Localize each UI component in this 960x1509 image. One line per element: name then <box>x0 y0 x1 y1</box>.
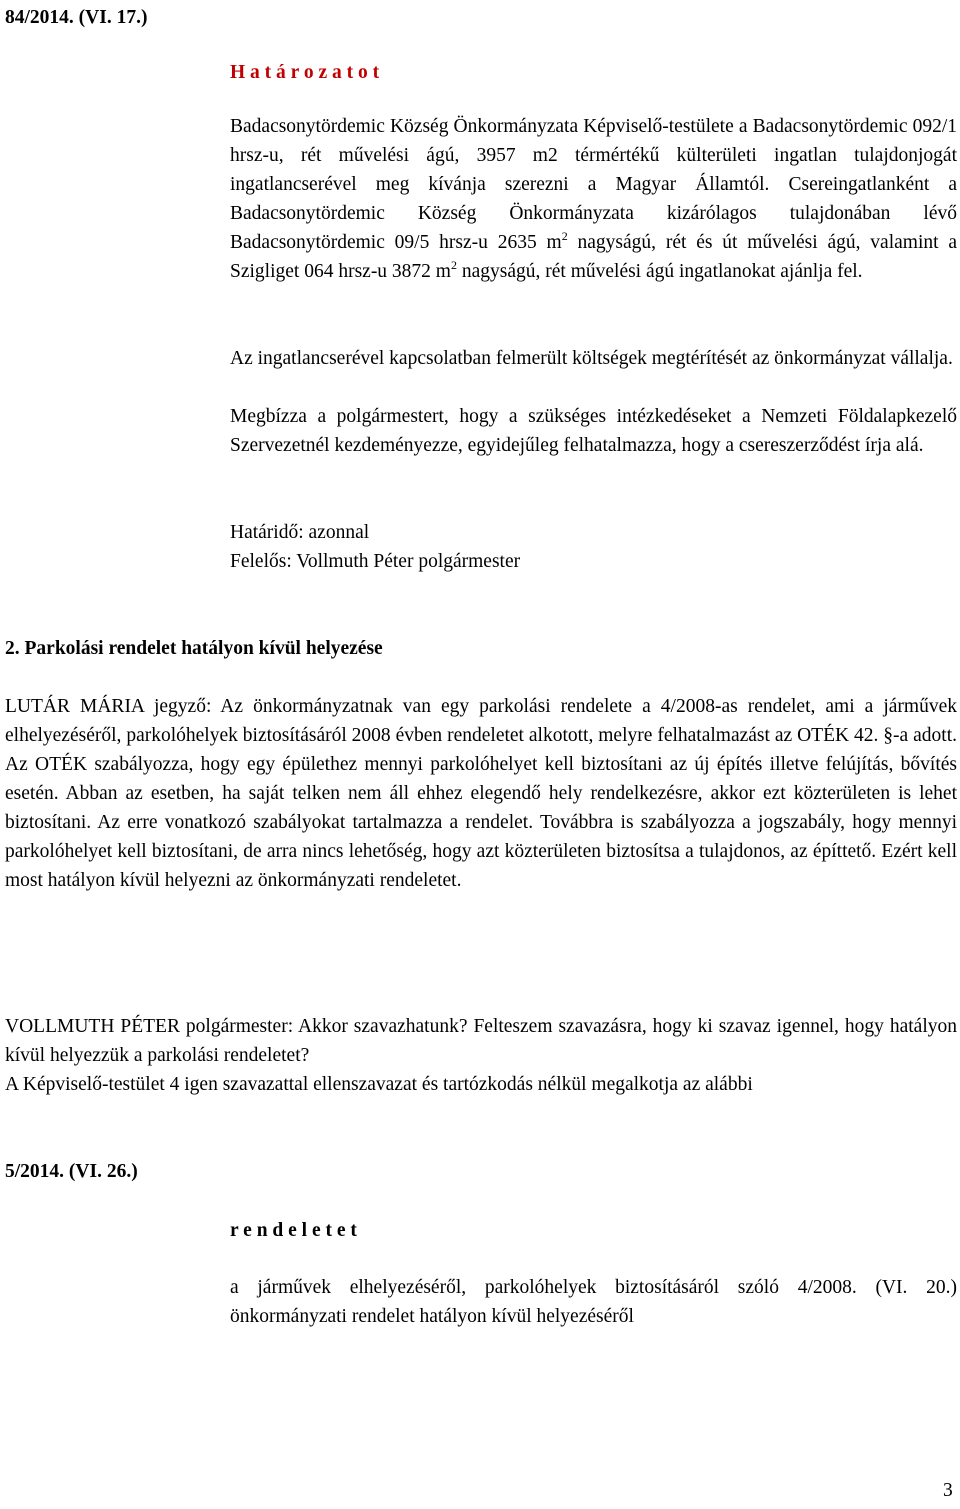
ordinance-title: r e n d e l e t e t <box>230 1220 357 1241</box>
decision-reference: 84/2014. (VI. 17.) <box>5 7 148 28</box>
section-title: Parkolási rendelet hatályon kívül helyezése <box>24 638 383 659</box>
responsible-person: Felelős: Vollmuth Péter polgármester <box>230 551 521 572</box>
decision-paragraph-1-part-a: Badacsonytördemic Község Önkormányzata Képviselő-testülete a Badacsonytördemic 092/1 hrsz-u, rét művelési ágú, 3957 m2 térmértékű külterületi ingatlan tulajdonjogát ingatlancserével meg kívánja szerezni a Magyar Államtól. Csereingatlanként a Badacsonytördemic Község Önkormányzata kizárólagos tulajdonában lévő Badacsonytördemic 09/5 hrsz-u 2635 m <box>230 116 957 253</box>
speech-notary <box>5 692 957 895</box>
superscript-square: 2 <box>450 258 457 272</box>
ordinance-description: a járművek elhelyezéséről, parkolóhelyek biztosításáról szóló 4/2008. (VI. 20.) önkormányzati rendelet hatályon kívül helyezéséről <box>230 1277 957 1327</box>
decision-paragraph-2: Az ingatlancserével kapcsolatban felmerült költségek megtérítését az önkormányzat vállalja. <box>230 348 953 369</box>
section-heading <box>5 634 383 663</box>
speech-mayor-text: Akkor szavazhatunk? Felteszem szavazásra, hogy ki szavaz igennel, hogy hatályon kívül helyezzük a parkolási rendeletet? <box>5 1016 957 1066</box>
decision-paragraph-1-part-b: nagyságú, rét és út művelési ágú, valamint a Szigliget 064 hrsz-u 3872 m <box>230 232 957 282</box>
deadline: Határidő: azonnal <box>230 522 370 543</box>
superscript-square: 2 <box>561 229 568 243</box>
speech-notary-text: Az önkormányzatnak van egy parkolási rendelete a 4/2008-as rendelet, ami a járművek elhelyezéséről, parkolóhelyek biztosításáról 2008 évben rendeletet alkotott, melyre felhatalmazást az OTÉK 42. §-a adott. Az OTÉK szabályozza, hogy egy épülethez mennyi parkolóhelyet kell biztosítani az új építés illetve felújítás, bővítés esetén. Abban az esetben, ha saját telken nem áll ehhez elegendő hely rendelkezésre, akkor ezt közterületen is lehet biztosítani. Az erre vonatkozó szabályokat tartalmazza a rendelet. Továbbra is szabályozza a jogszabály, hogy mennyi parkolóhelyet kell biztosítani, de arra nincs lehetőség, hogy azt közterületen biztosítsa a tulajdonos, az építtető. Ezért kell most hatályon kívül helyezni az önkormányzati rendeletet. <box>5 696 957 891</box>
decision-paragraph-3: Megbízza a polgármestert, hogy a szükséges intézkedéseket a Nemzeti Földalapkezelő Szervezetnél kezdeményezze, egyidejűleg felhatalmazza, hogy a csereszerződést írja alá. <box>230 406 957 456</box>
decision-paragraph-1 <box>230 112 957 286</box>
decision-title: H a t á r o z a t o t <box>230 62 380 83</box>
ordinance-reference: 5/2014. (VI. 26.) <box>5 1161 138 1182</box>
vote-result: A Képviselő-testület 4 igen szavazattal ellenszavazat és tartózkodás nélkül megalkotja az alábbi <box>5 1074 753 1095</box>
speaker-notary: LUTÁR MÁRIA jegyző: <box>5 696 212 717</box>
section-number: 2. <box>5 638 20 659</box>
speech-mayor <box>5 1012 957 1070</box>
speaker-mayor: VOLLMUTH PÉTER polgármester: <box>5 1016 294 1037</box>
decision-paragraph-1-part-c: nagyságú, rét művelési ágú ingatlanokat ajánlja fel. <box>456 261 863 282</box>
page-number: 3 <box>943 1480 953 1501</box>
